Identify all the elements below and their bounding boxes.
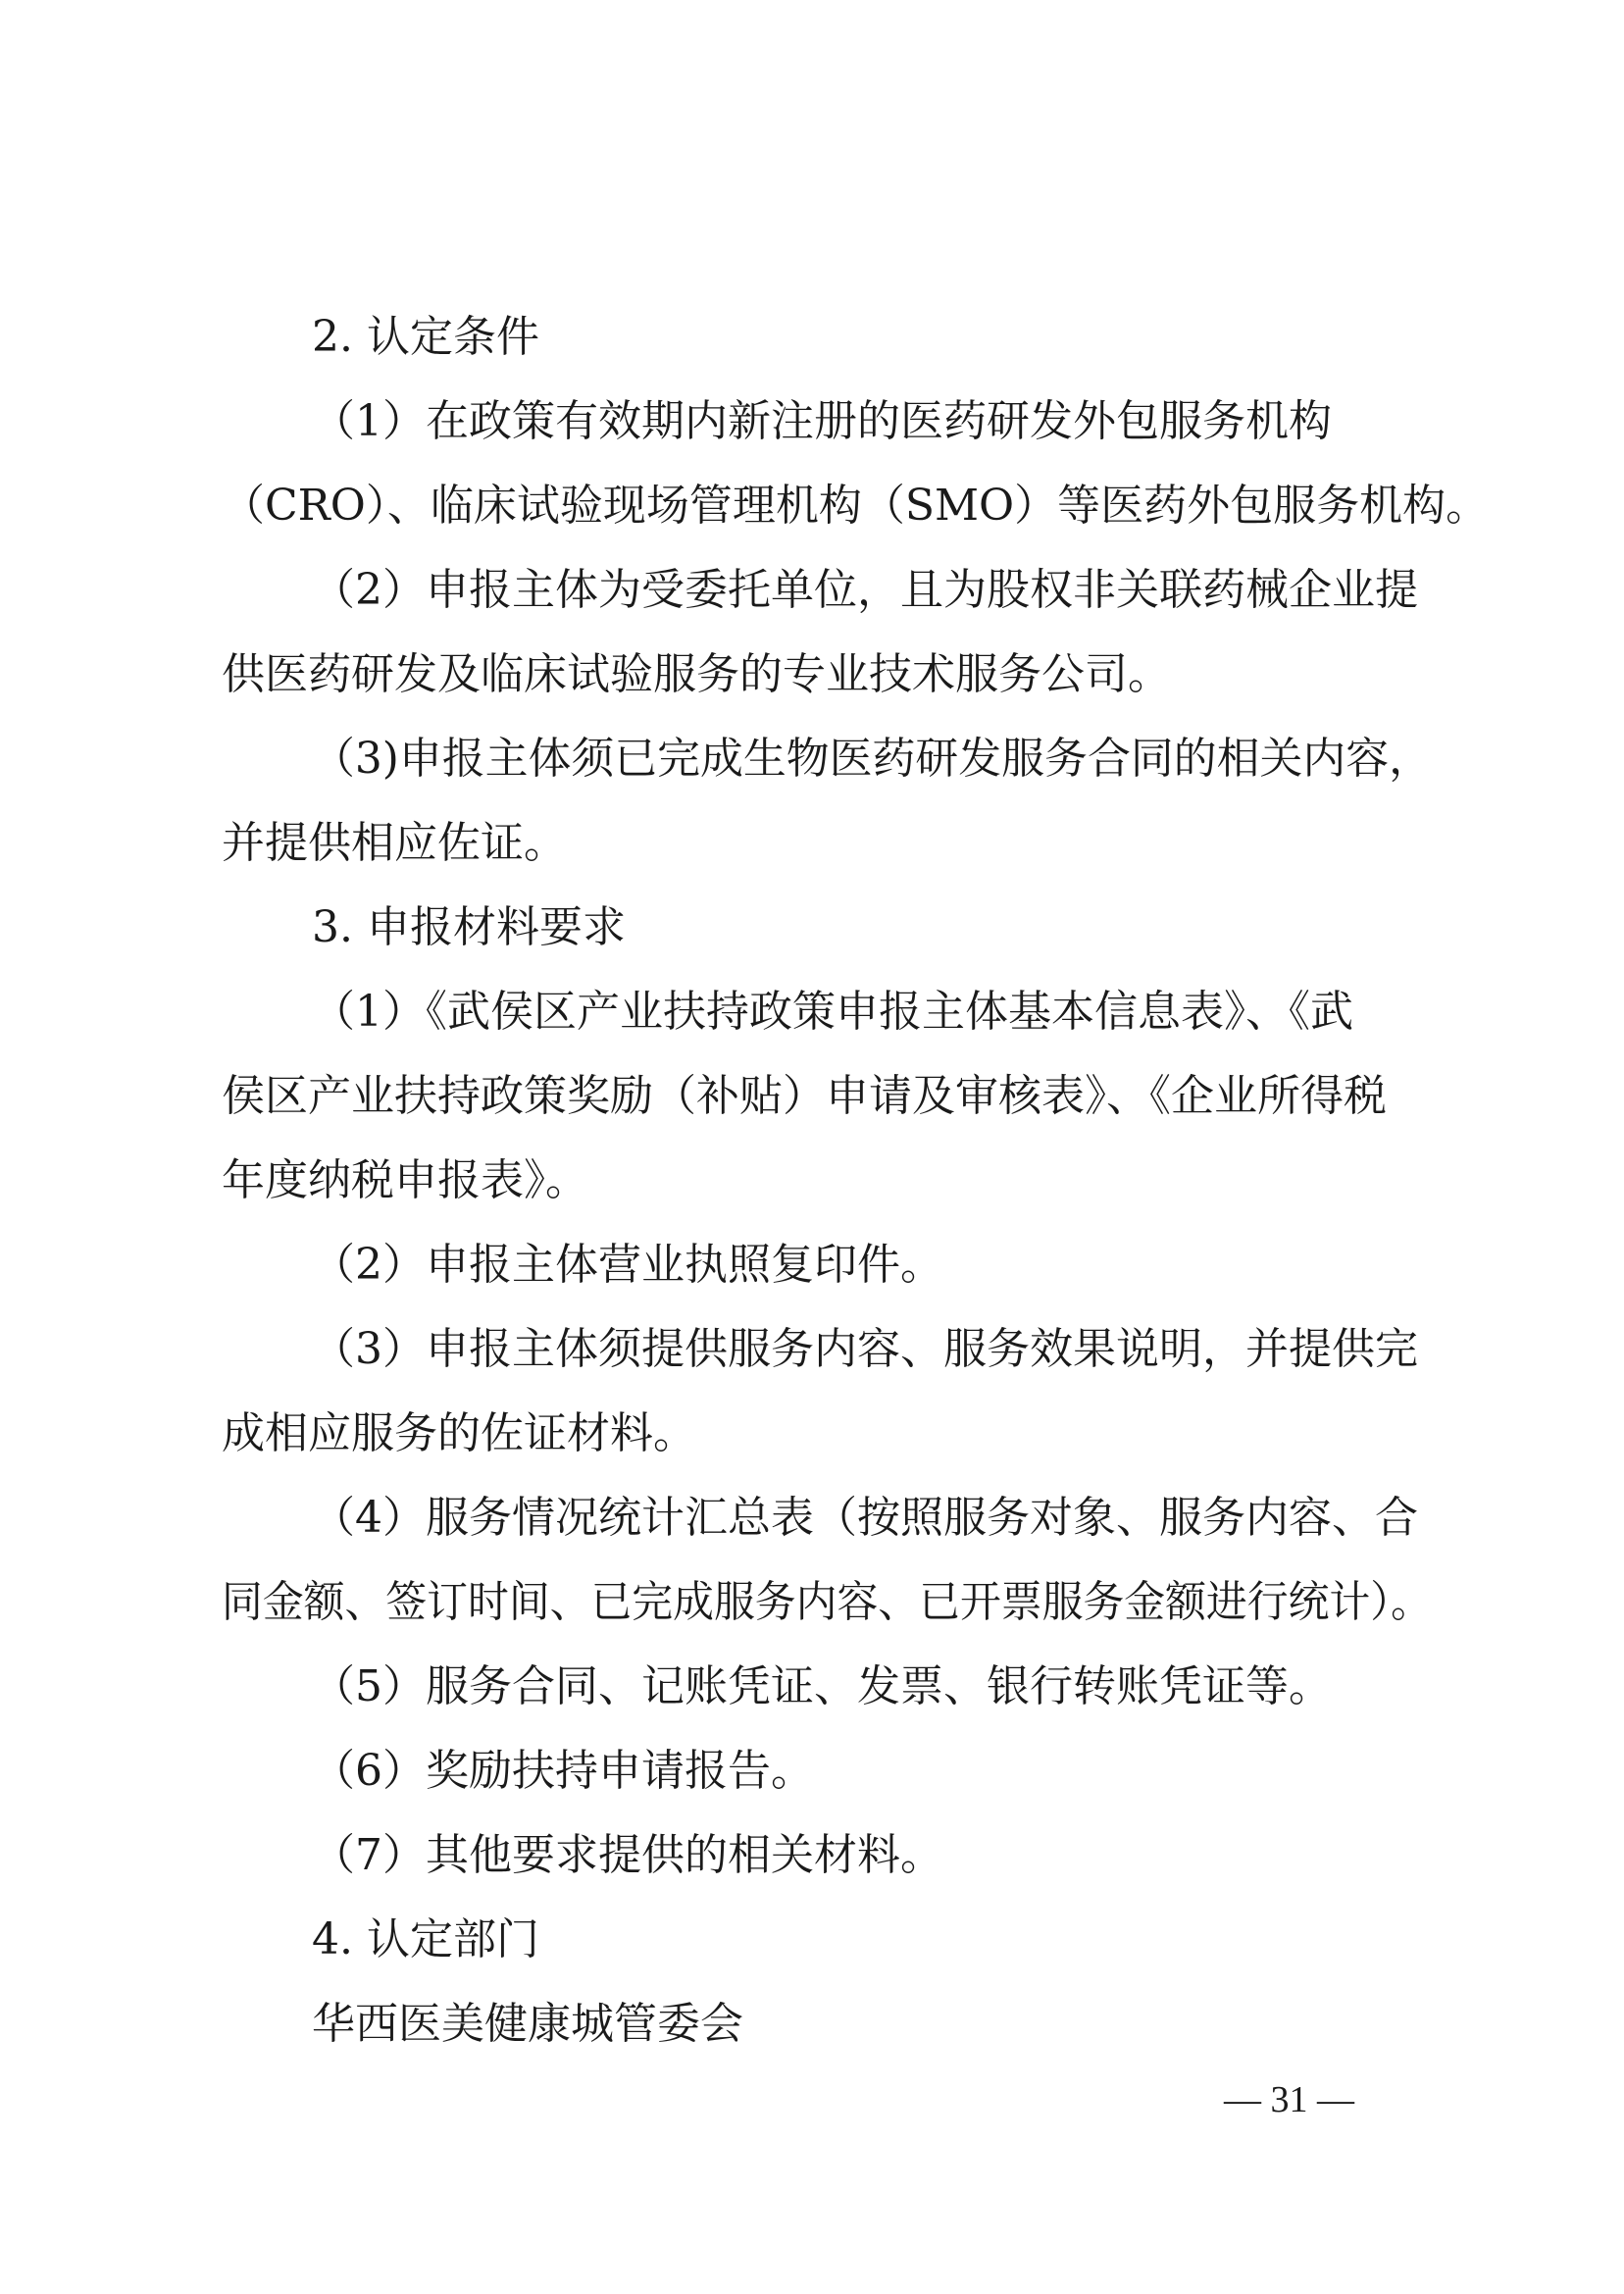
- section-heading-2: 2. 认定条件: [312, 312, 539, 362]
- item-3-3-line-1: （3）申报主体须提供服务内容、服务效果说明，并提供完: [312, 1324, 1418, 1374]
- item-3-1-line-1: （1）《武侯区产业扶持政策申报主体基本信息表》、《武: [312, 987, 1353, 1037]
- item-3-1-line-3: 年度纳税申报表》。: [222, 1155, 588, 1205]
- section-heading-3: 3. 申报材料要求: [312, 902, 626, 952]
- item-2-2-line-2: 供医药研发及临床试验服务的专业技术服务公司。: [222, 649, 1171, 699]
- item-3-5: （5）服务合同、记账凭证、发票、银行转账凭证等。: [312, 1661, 1332, 1711]
- item-3-1-line-2: 侯区产业扶持政策奖励（补贴）申请及审核表》、《企业所得税: [222, 1071, 1387, 1121]
- item-3-4-line-2: 同金额、签订时间、已完成服务内容、已开票服务金额进行统计）。: [222, 1577, 1433, 1627]
- item-2-3-line-2: 并提供相应佐证。: [222, 818, 567, 868]
- item-3-6: （6）奖励扶持申请报告。: [312, 1746, 814, 1796]
- item-2-3-line-1: （3)申报主体须已完成生物医药研发服务合同的相关内容，: [312, 734, 1432, 784]
- item-3-2: （2）申报主体营业执照复印件。: [312, 1240, 943, 1290]
- section-heading-4: 4. 认定部门: [312, 1914, 539, 1964]
- item-2-1-line-1: （1）在政策有效期内新注册的医药研发外包服务机构: [312, 396, 1332, 446]
- item-2-1-line-2: （CRO）、临床试验现场管理机构（SMO）等医药外包服务机构。: [222, 481, 1490, 531]
- page-number: — 31 —: [1224, 2079, 1354, 2120]
- item-3-7: （7）其他要求提供的相关材料。: [312, 1830, 943, 1880]
- item-3-4-line-1: （4）服务情况统计汇总表（按照服务对象、服务内容、合: [312, 1493, 1418, 1543]
- item-3-3-line-2: 成相应服务的佐证材料。: [222, 1408, 696, 1458]
- department-name: 华西医美健康城管委会: [312, 1999, 743, 2049]
- item-2-2-line-1: （2）申报主体为受委托单位，且为股权非关联药械企业提: [312, 565, 1418, 615]
